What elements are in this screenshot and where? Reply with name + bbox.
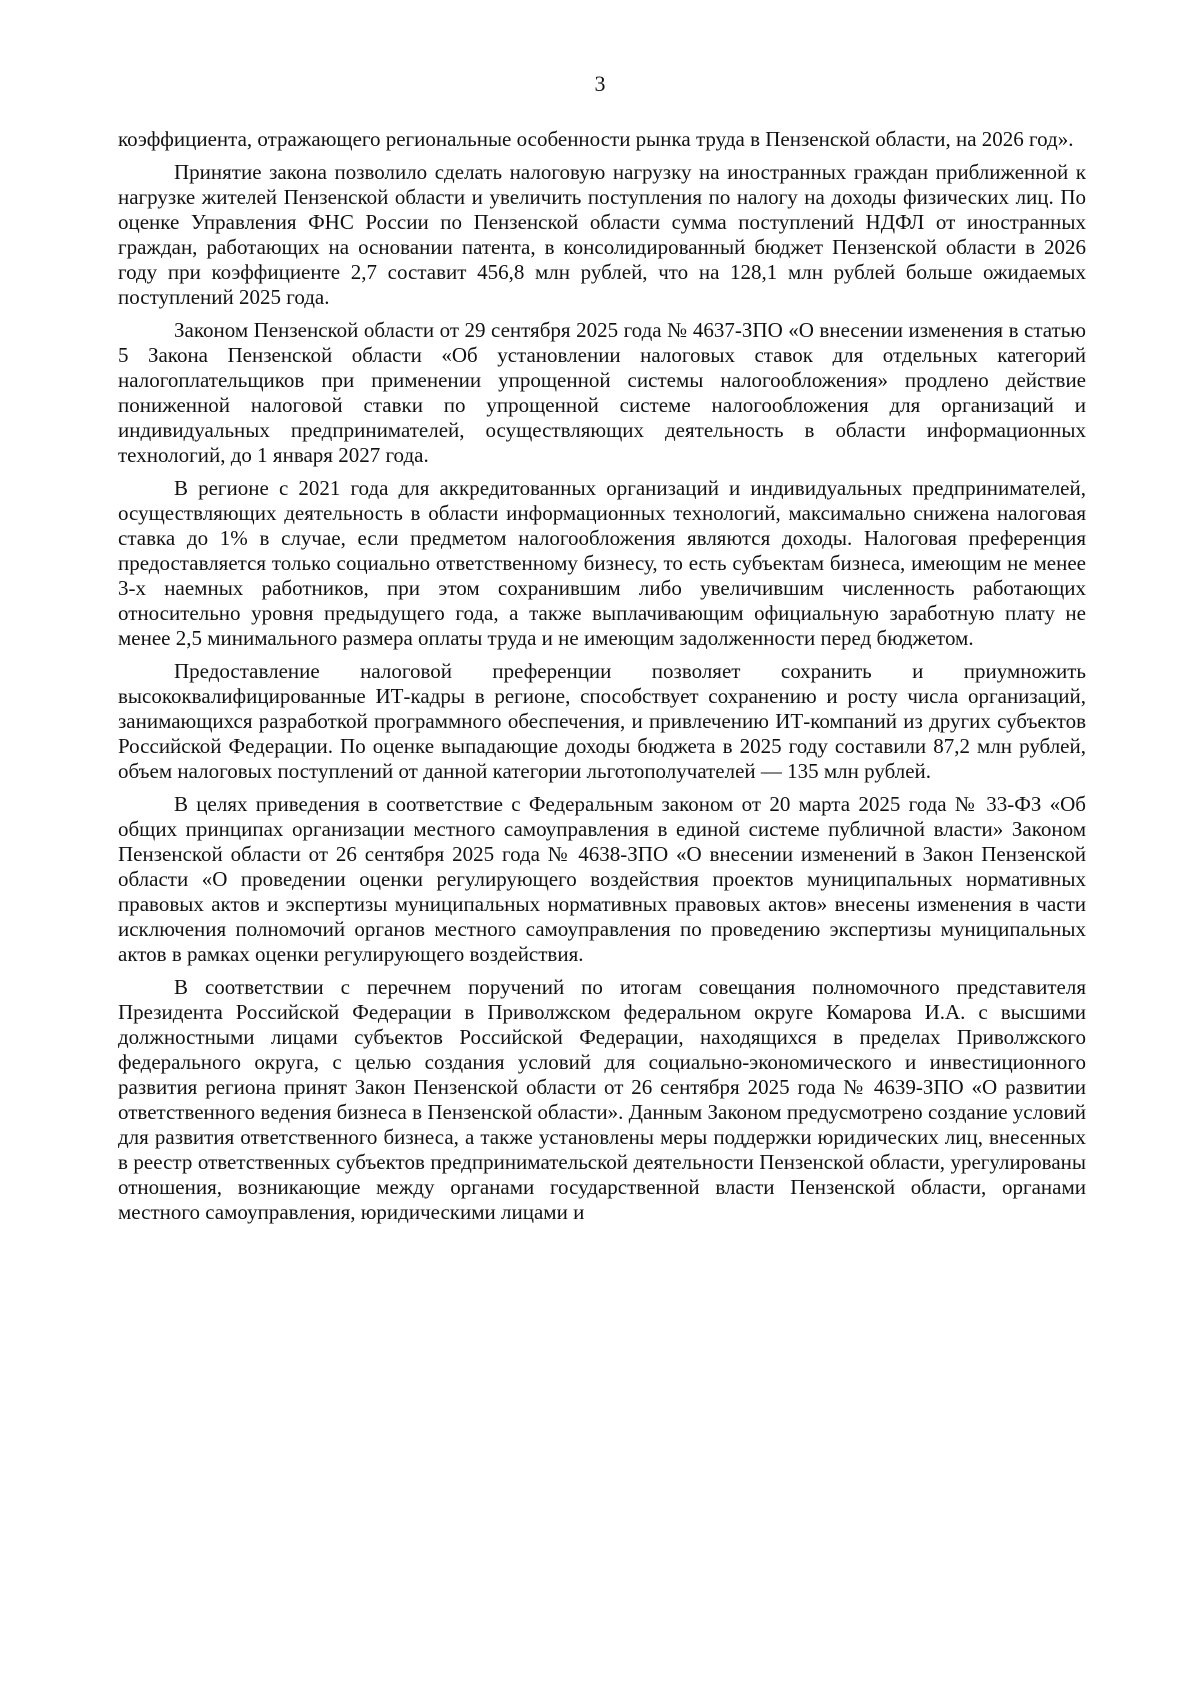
page-number: 3	[594, 71, 606, 96]
paragraph: В соответствии с перечнем поручений по итогам совещания полномочного представителя Президента Российской Федерации в Приволжском федеральном округе Комарова И.А. с высшими должностными лицами субъектов Российской Федерации, находящихся в пределах Приволжского федерального округа, с целью создания условий для социально-экономического и инвестиционного развития региона принят Закон Пензенской области от 26 сентября 2025 года № 4639-ЗПО «О развитии ответственного ведения бизнеса в Пензенской области». Данным Законом предусмотрено создание условий для развития ответственного бизнеса, а также установлены меры поддержки юридических лиц, внесенных в реестр ответственных субъектов предпринимательской деятельности Пензенской области, урегулированы отношения, возникающие между органами государственной власти Пензенской области, органами местного самоуправления, юридическими лицами и	[118, 975, 1086, 1224]
paragraph: Законом Пензенской области от 29 сентября 2025 года № 4637-ЗПО «О внесении изменения в статью 5 Закона Пензенской области «Об установлении налоговых ставок для отдельных категорий налогоплательщиков при применении упрощенной системы налогообложения» продлено действие пониженной налоговой ставки по упрощенной системе налогообложения для организаций и индивидуальных предпринимателей, осуществляющих деятельность в области информационных технологий, до 1 января 2027 года.	[118, 318, 1086, 467]
paragraph: Принятие закона позволило сделать налоговую нагрузку на иностранных граждан приближенной к нагрузке жителей Пензенской области и увеличить поступления по налогу на доходы физических лиц. По оценке Управления ФНС России по Пензенской области сумма поступлений НДФЛ от иностранных граждан, работающих на основании патента, в консолидированный бюджет Пензенской области в 2026 году при коэффициенте 2,7 составит 456,8 млн рублей, что на 128,1 млн рублей больше ожидаемых поступлений 2025 года.	[118, 160, 1086, 309]
paragraph: В регионе с 2021 года для аккредитованных организаций и индивидуальных предпринимателей, осуществляющих деятельность в области информационных технологий, максимально снижена налоговая ставка до 1% в случае, если предметом налогообложения являются доходы. Налоговая преференция предоставляется только социально ответственному бизнесу, то есть субъектам бизнеса, имеющим не менее 3-х наемных работников, при этом сохранившим либо увеличившим численность работающих относительно уровня предыдущего года, а также выплачивающим официальную заработную плату не менее 2,5 минимального размера оплаты труда и не имеющим задолженности перед бюджетом.	[118, 476, 1086, 650]
document-body	[118, 127, 1086, 1233]
paragraph: коэффициента, отражающего региональные особенности рынка труда в Пензенской области, на 2026 год».	[118, 127, 1074, 151]
paragraph: В целях приведения в соответствие с Федеральным законом от 20 марта 2025 года № 33-ФЗ «Об общих принципах организации местного самоуправления в единой системе публичной власти» Законом Пензенской области от 26 сентября 2025 года № 4638-ЗПО «О внесении изменений в Закон Пензенской области «О проведении оценки регулирующего воздействия проектов муниципальных нормативных правовых актов и экспертизы муниципальных нормативных правовых актов» внесены изменения в части исключения полномочий органов местного самоуправления по проведению экспертизы муниципальных актов в рамках оценки регулирующего воздействия.	[118, 792, 1086, 966]
paragraph: Предоставление налоговой преференции позволяет сохранить и приумножить высококвалифицированные ИТ-кадры в регионе, способствует сохранению и росту числа организаций, занимающихся разработкой программного обеспечения, и привлечению ИТ-компаний из других субъектов Российской Федерации. По оценке выпадающие доходы бюджета в 2025 году составили 87,2 млн рублей, объем налоговых поступлений от данной категории льготополучателей — 135 млн рублей.	[118, 659, 1086, 783]
